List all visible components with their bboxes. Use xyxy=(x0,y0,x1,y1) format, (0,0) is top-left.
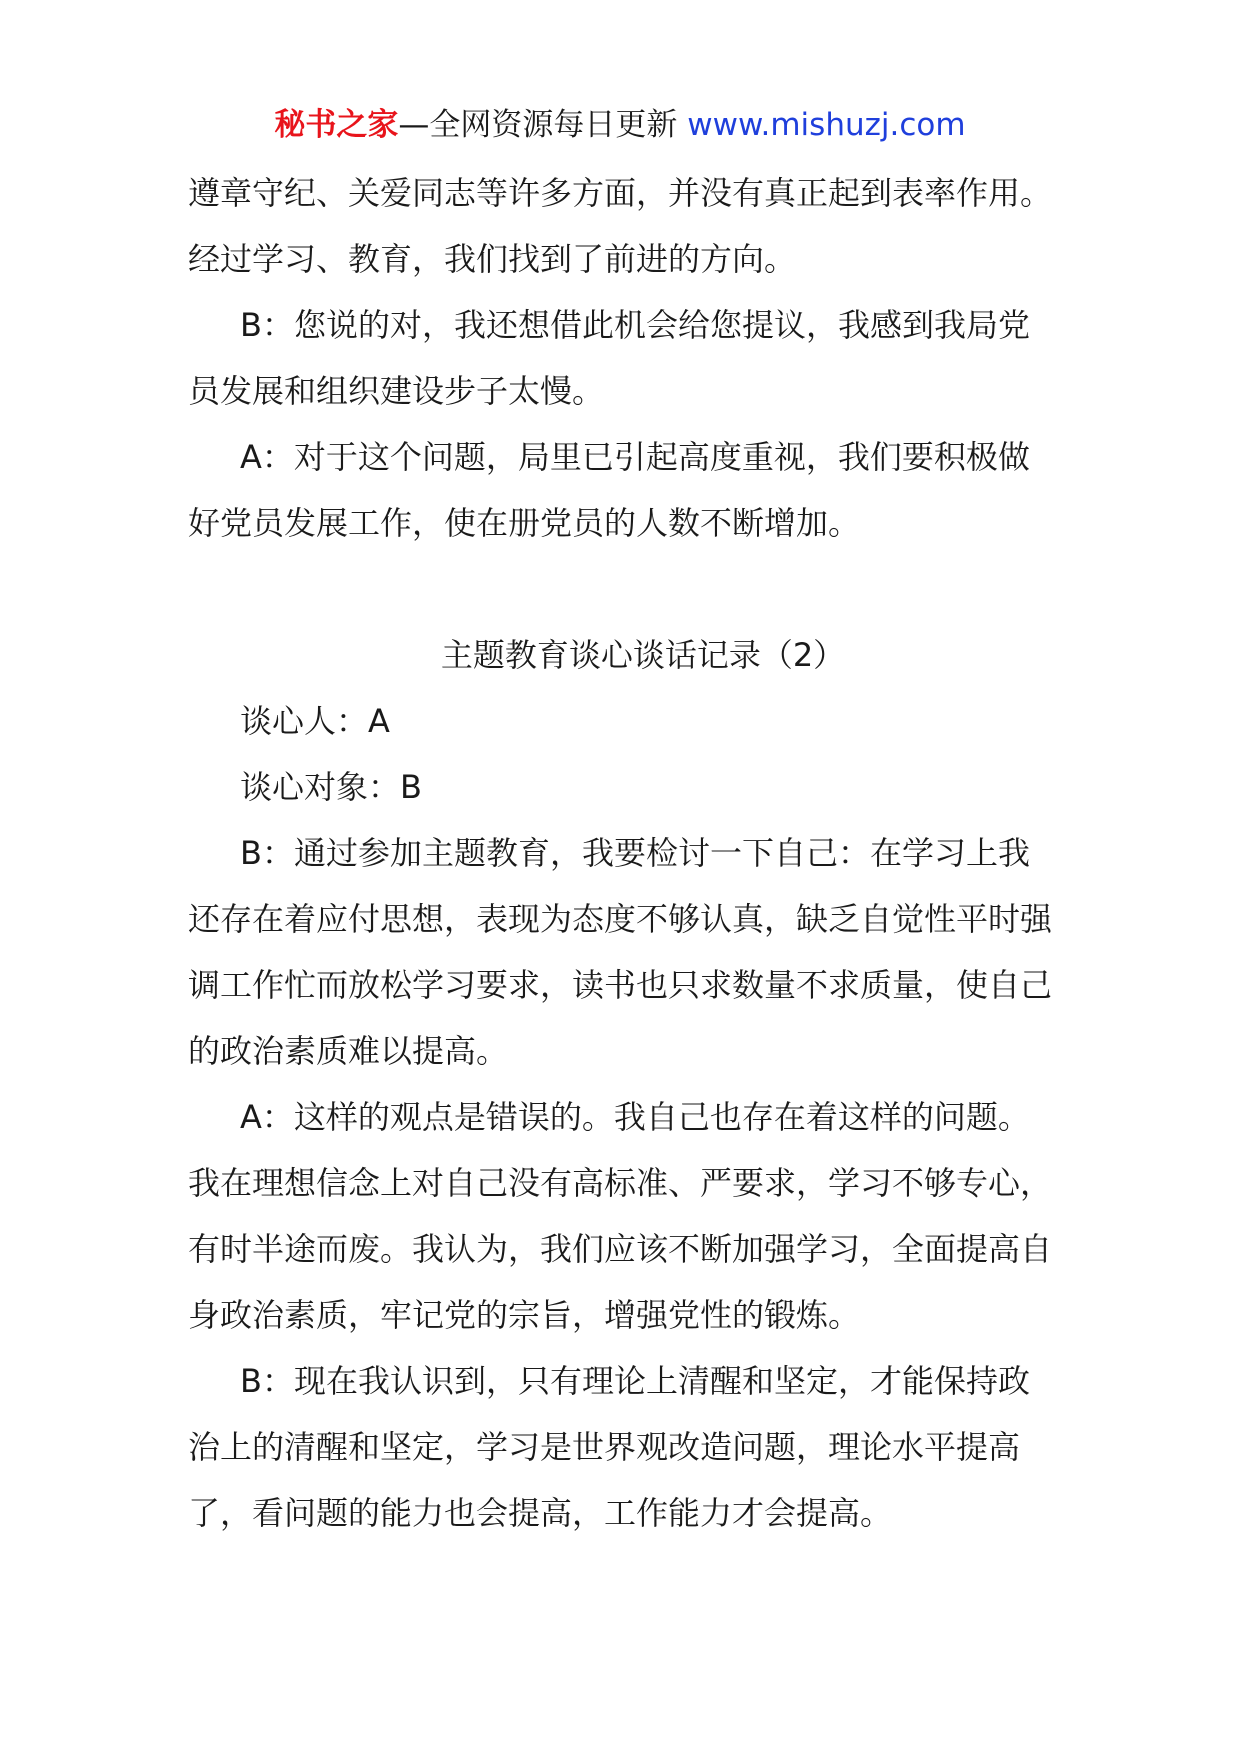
page-header xyxy=(0,100,1240,150)
paragraph: A：对于这个问题，局里已引起高度重视，我们要积极做好党员发展工作，使在册党员的人数不断增加。 xyxy=(188,438,1030,542)
section-title: 主题教育谈心谈话记录（2） xyxy=(440,636,846,674)
header-tagline: —全网资源每日更新 xyxy=(398,107,688,143)
paragraph-continuation: 遵章守纪、关爱同志等许多方面，并没有真正起到表率作用。经过学习、教育，我们找到了前进的方向。 xyxy=(188,174,1053,278)
paragraph: B：您说的对，我还想借此机会给您提议，我感到我局党员发展和组织建设步子太慢。 xyxy=(188,306,1030,410)
target-line: 谈心对象：B xyxy=(240,768,422,806)
document-body xyxy=(188,160,1058,1546)
paragraph: A：这样的观点是错误的。我自己也存在着这样的问题。我在理想信念上对自己没有高标准、严要求，学习不够专心，有时半途而废。我认为，我们应该不断加强学习，全面提高自身政治素质，牢记党的宗旨，增强党性的锻炼。 xyxy=(188,1098,1053,1334)
paragraph: B：现在我认识到，只有理论上清醒和坚定，才能保持政治上的清醒和坚定，学习是世界观改造问题，理论水平提高了，看问题的能力也会提高，工作能力才会提高。 xyxy=(188,1362,1030,1532)
talker-line: 谈心人：A xyxy=(240,702,390,740)
brand-name: 秘书之家 xyxy=(274,107,399,143)
paragraph: B：通过参加主题教育，我要检讨一下自己：在学习上我还存在着应付思想，表现为态度不够认真，缺乏自觉性平时强调工作忙而放松学习要求，读书也只求数量不求质量，使自己的政治素质难以提高。 xyxy=(188,834,1053,1070)
website-link[interactable]: www.mishuzj.com xyxy=(687,107,966,143)
